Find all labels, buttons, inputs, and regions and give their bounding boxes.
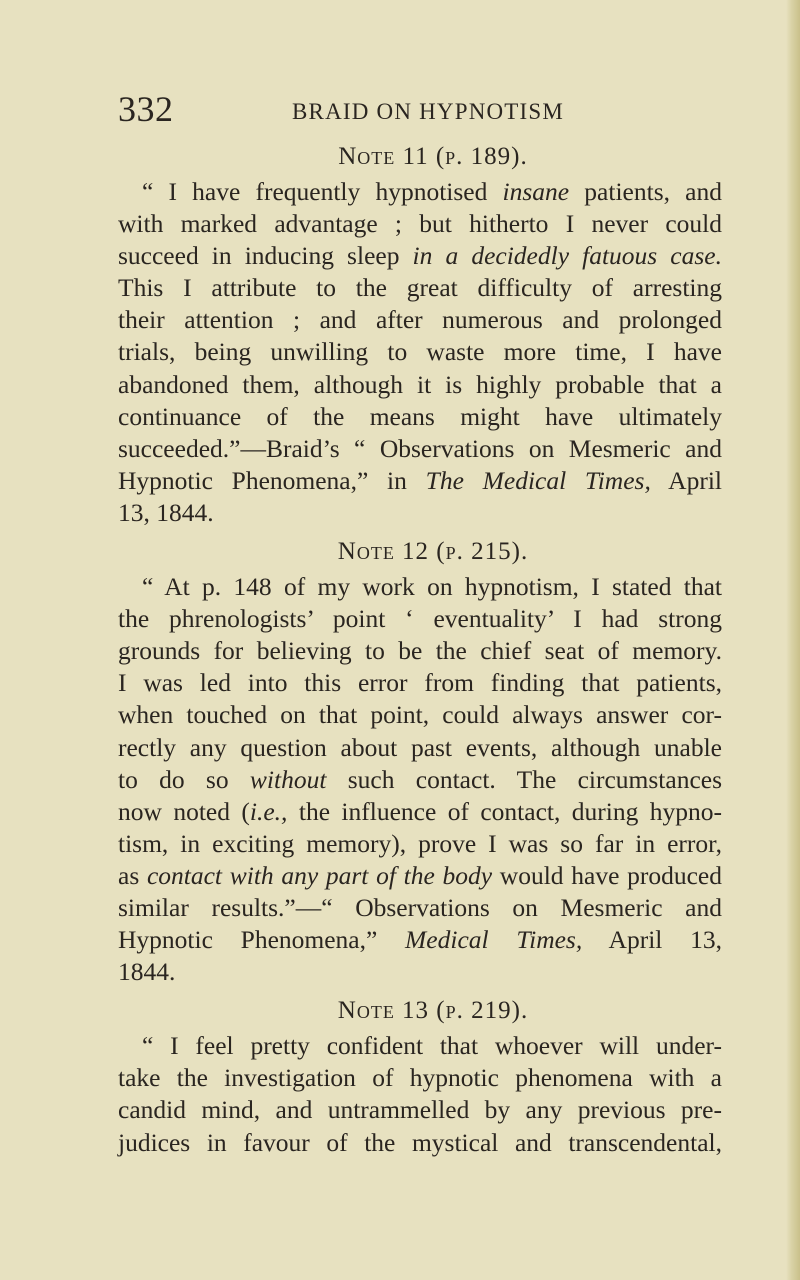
text-line <box>118 860 722 892</box>
line-segment: to do so <box>118 764 250 794</box>
line-segment: the phrenologists’ point ‘ eventuality’ I had strong <box>118 604 722 634</box>
text-line <box>118 635 722 667</box>
line-segment: abandoned them, although it is highly probable that a <box>118 369 722 399</box>
italic-segment: contact with any part of the body <box>146 860 493 890</box>
italic-segment: i.e., <box>249 796 288 826</box>
text-line <box>118 1094 722 1126</box>
italic-segment: in a decidedly fatuous case. <box>412 241 722 271</box>
line-segment: rectly any question about past events, although unable <box>118 732 722 762</box>
line-segment: trials, being unwilling to waste more time, I have <box>118 337 722 367</box>
text-line <box>118 603 722 635</box>
text-line <box>118 336 722 368</box>
line-segment: the influence of contact, during hypno- <box>287 796 723 826</box>
line-segment: 1844. <box>118 957 176 987</box>
line-segment: “ I have frequently hypnotised <box>142 177 503 206</box>
text-line <box>118 1127 722 1159</box>
line-segment: with marked advantage ; but hitherto I never could <box>118 209 722 239</box>
text-line <box>118 1062 722 1094</box>
note-12 <box>118 533 722 988</box>
text-line <box>118 208 722 240</box>
line-segment: patients, and <box>569 177 722 206</box>
line-segment: candid mind, and untrammelled by any previous pre- <box>118 1095 722 1125</box>
text-line <box>118 176 722 208</box>
note-heading: Note 12 (p. 215). <box>337 538 529 566</box>
line-segment: April <box>650 465 722 495</box>
italic-segment: insane <box>502 177 570 206</box>
line-segment: succeed in inducing sleep <box>118 241 413 271</box>
line-segment: such contact. The circumstances <box>326 764 723 794</box>
text-line <box>118 369 722 401</box>
line-segment: as <box>118 860 147 890</box>
text-line <box>118 796 722 828</box>
text-line <box>118 892 722 924</box>
line-segment: tism, in exciting memory), prove I was so far in error, <box>118 828 722 858</box>
text-line <box>118 401 722 433</box>
line-segment: succeeded.”—Braid’s “ Observations on Mesmeric and <box>118 433 722 463</box>
line-segment: “ I feel pretty confident that whoever will under- <box>142 1031 722 1061</box>
text-line <box>118 571 722 603</box>
text-line <box>118 924 722 956</box>
text-line <box>118 497 722 529</box>
text-line <box>118 667 722 699</box>
line-segment: Hypnotic Phenomena,” <box>118 925 406 955</box>
line-segment: 13, 1844. <box>118 497 214 527</box>
text-line <box>118 304 722 336</box>
italic-segment: Medical Times, <box>405 925 583 955</box>
note-heading: Note 11 (p. 189). <box>338 143 528 170</box>
text-line <box>118 764 722 796</box>
line-segment: similar results.”—“ Observations on Mesmeric and <box>118 892 722 922</box>
page-edge-shadow <box>786 0 800 1280</box>
line-segment: April 13, <box>582 925 722 955</box>
text-line <box>118 699 722 731</box>
page-number: 332 <box>118 89 174 129</box>
running-head <box>0 84 800 134</box>
line-segment: now noted ( <box>118 796 250 826</box>
line-segment: judices in favour of the mystical and transcendental, <box>118 1127 722 1157</box>
line-segment: continuance of the means might have ultimately <box>118 401 722 431</box>
page-body <box>118 138 722 1159</box>
line-segment: This I attribute to the great difficulty of arresting <box>118 273 722 303</box>
text-line <box>118 465 722 497</box>
text-line <box>118 433 722 465</box>
text-line <box>118 1030 722 1062</box>
text-line <box>118 956 722 988</box>
text-line <box>118 828 722 860</box>
italic-segment: The Medical Times, <box>425 465 651 495</box>
note-heading: Note 13 (p. 219). <box>337 997 529 1025</box>
italic-segment: without <box>249 764 327 794</box>
line-segment: when touched on that point, could always answer cor- <box>118 700 722 730</box>
running-title: BRAID ON HYPNOTISM <box>292 99 565 124</box>
note-11 <box>118 138 722 529</box>
note-13 <box>118 992 722 1158</box>
line-segment: grounds for believing to be the chief seat of memory. <box>118 636 722 666</box>
line-segment: take the investigation of hypnotic phenomena with a <box>118 1063 722 1093</box>
text-line <box>118 732 722 764</box>
text-line <box>118 240 722 272</box>
line-segment: Hypnotic Phenomena,” in <box>118 465 426 495</box>
line-segment: would have produced <box>492 860 722 890</box>
line-segment: their attention ; and after numerous and prolonged <box>118 305 722 335</box>
line-segment: I was led into this error from finding that patients, <box>118 668 722 698</box>
line-segment: “ At p. 148 of my work on hypnotism, I stated that <box>142 572 722 602</box>
text-line <box>118 272 722 304</box>
